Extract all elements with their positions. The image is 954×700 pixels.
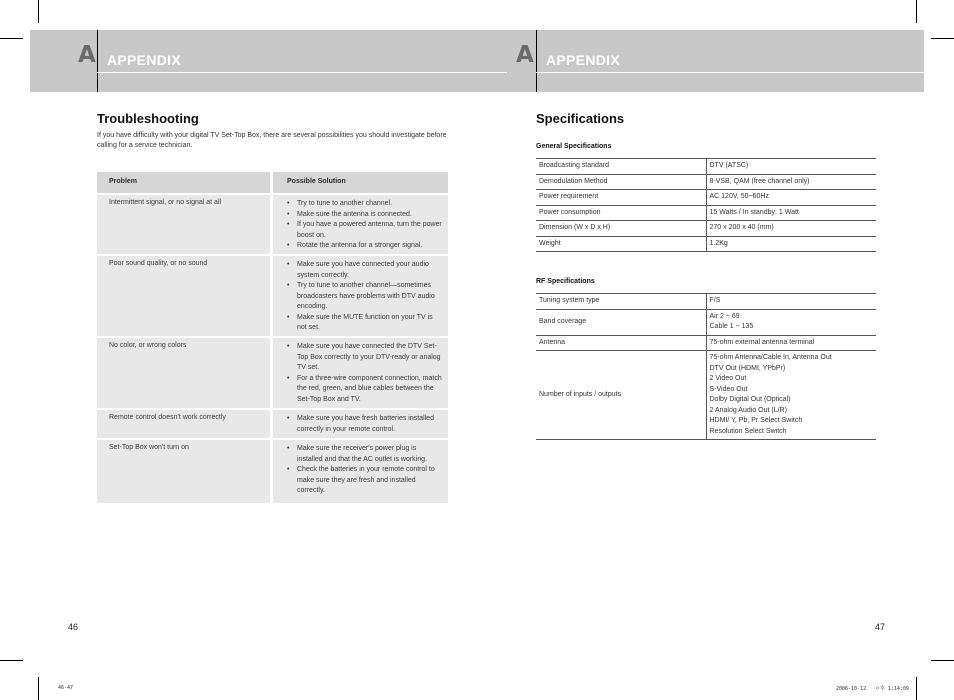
crop-mark (0, 660, 23, 661)
spec-key: Power requirement (536, 190, 706, 206)
problem-cell: Remote control doesn't work correctly (97, 410, 270, 438)
spec-value: 8-VSB, QAM (free channel only) (706, 174, 876, 190)
spec-key: Demodulation Method (536, 174, 706, 190)
table-row (97, 336, 448, 408)
general-specs-table (536, 158, 876, 252)
spec-value-line: Cable 1 ~ 135 (709, 323, 754, 330)
spec-value-line: 75-ohm external antenna terminal (709, 338, 815, 346)
spec-key: Power consumption (536, 205, 706, 221)
solution-cell (273, 338, 448, 408)
spec-key: Band coverage (536, 309, 706, 335)
spec-key: Tuning system type (536, 294, 706, 310)
spec-key: Weight (536, 236, 706, 252)
crop-mark (931, 38, 954, 39)
page-number-right: 47 (875, 622, 886, 632)
column-header-problem: Problem (97, 172, 270, 193)
spec-value-line: 2 Video Out (709, 375, 747, 382)
solution-cell (273, 256, 448, 336)
spec-key: Number of inputs / outputs (536, 351, 706, 440)
spec-value-line: Air 2 ~ 69 (709, 312, 740, 320)
solution-cell (273, 195, 448, 254)
appendix-title-left: APPENDIX (107, 52, 181, 68)
general-specs-title: General Specifications (536, 143, 612, 150)
spec-row (536, 236, 876, 252)
spec-value-line: S-Video Out (709, 385, 748, 393)
crop-mark (0, 38, 23, 39)
solution-cell (273, 440, 448, 503)
solution-item: • If you have a powered antenna, turn the power boost on. (287, 220, 442, 241)
spec-value: AC 120V, 50~60Hz (706, 190, 876, 206)
spec-value-line: Dolby Digital Out (Optical) (709, 396, 791, 403)
crop-mark (931, 660, 954, 661)
table-header (97, 172, 448, 193)
spec-key: Broadcasting standard (536, 159, 706, 175)
solution-item: • Make sure the receiver's power plug is installed and that the AC outlet is working. (287, 444, 442, 465)
column-header-solution: Possible Solution (273, 172, 448, 193)
spec-row (536, 294, 876, 310)
solution-item: • Rotate the antenna for a stronger signal. (287, 241, 442, 252)
crop-mark (38, 0, 39, 23)
rf-specs-title: RF Specifications (536, 278, 595, 285)
footer-left: 46-47 (58, 685, 74, 691)
spec-value (706, 351, 876, 440)
solution-list (287, 199, 442, 252)
spec-value-line: HDMI/ Y, Pb, Pr Select Switch (709, 417, 803, 424)
spec-row (536, 174, 876, 190)
appendix-title-right: APPENDIX (546, 52, 620, 68)
solution-item: • For a three-wire component connection, match the red, green, and blue cables between the Set-Top Box and TV. (287, 374, 442, 406)
problem-cell: Set-Top Box won't turn on (97, 440, 270, 503)
solution-item: • Try to tune to another channel. (287, 199, 442, 210)
specifications-title: Specifications (536, 111, 625, 126)
appendix-letter-right: A (516, 42, 534, 68)
header-rule (97, 72, 507, 73)
solution-list (287, 260, 442, 334)
solution-cell (273, 410, 448, 438)
spec-row (536, 205, 876, 221)
crop-mark (916, 677, 917, 700)
spec-key: Antenna (536, 335, 706, 351)
appendix-letter-left: A (78, 42, 96, 68)
table-row (97, 438, 448, 503)
crop-mark (38, 677, 39, 700)
solution-list (287, 342, 442, 405)
header-rule (536, 72, 924, 73)
spec-value: 270 x 200 x 40 (mm) (706, 221, 876, 237)
solution-item: • Make sure the MUTE function on your TV is not set. (287, 313, 442, 334)
table-row (97, 254, 448, 336)
spec-value (706, 294, 876, 310)
spec-key: Dimension (W x D x H) (536, 221, 706, 237)
spec-value: 1.2Kg (706, 236, 876, 252)
page-number-left: 46 (68, 622, 79, 632)
spec-value: DTV (ATSC) (706, 159, 876, 175)
crop-mark (916, 0, 917, 23)
rf-specs-table (536, 293, 876, 440)
solution-item: • Make sure you have connected the DTV Set-Top Box correctly to your DTV-ready or analog TV set. (287, 342, 442, 374)
spec-row (536, 335, 876, 351)
spec-value-line: 2 Analog Audio Out (L/R) (709, 406, 787, 414)
solution-list (287, 414, 442, 435)
spec-value-line: Resolution Select Switch (709, 427, 787, 435)
spec-value-line: F/S (709, 297, 721, 304)
troubleshooting-intro: If you have difficulty with your digital TV Set-Top Box, there are several possibilities you should investigate before calling for a service technician. (97, 132, 447, 149)
table-row (97, 193, 448, 254)
solution-item: • Make sure the antenna is connected. (287, 210, 442, 221)
spec-value-line: 75-ohm Antenna/Cable In, Antenna Out (709, 354, 832, 361)
table-row (97, 408, 448, 438)
spec-row (536, 159, 876, 175)
solution-list (287, 444, 442, 497)
header-divider (536, 30, 537, 92)
spec-row (536, 221, 876, 237)
spec-value: 15 Watts / In standby: 1 Watt (706, 205, 876, 221)
header-divider (97, 30, 98, 92)
solution-item: • Make sure you have connected your audio system correctly. (287, 260, 442, 281)
solution-item: • Make sure you have fresh batteries installed correctly in your remote control. (287, 414, 442, 435)
header-band-left (30, 30, 507, 92)
troubleshooting-table (97, 172, 448, 503)
spec-value (706, 335, 876, 351)
spec-row (536, 309, 876, 335)
spec-value-line: DTV Out (HDMI, YPbPr) (709, 364, 786, 372)
problem-cell: No color, or wrong colors (97, 338, 270, 408)
problem-cell: Poor sound quality, or no sound (97, 256, 270, 336)
problem-cell: Intermittent signal, or no signal at all (97, 195, 270, 254)
spec-row (536, 190, 876, 206)
solution-item: • Try to tune to another channel—sometimes broadcasters have problems with DTV audio encoding. (287, 281, 442, 313)
footer-right: 2006-10-12 ㅇ후 1:14:09 (836, 686, 909, 692)
spec-value (706, 309, 876, 335)
spec-row (536, 351, 876, 440)
solution-item: • Check the batteries in your remote control to make sure they are fresh and installed correctly. (287, 465, 442, 497)
troubleshooting-title: Troubleshooting (97, 111, 199, 126)
